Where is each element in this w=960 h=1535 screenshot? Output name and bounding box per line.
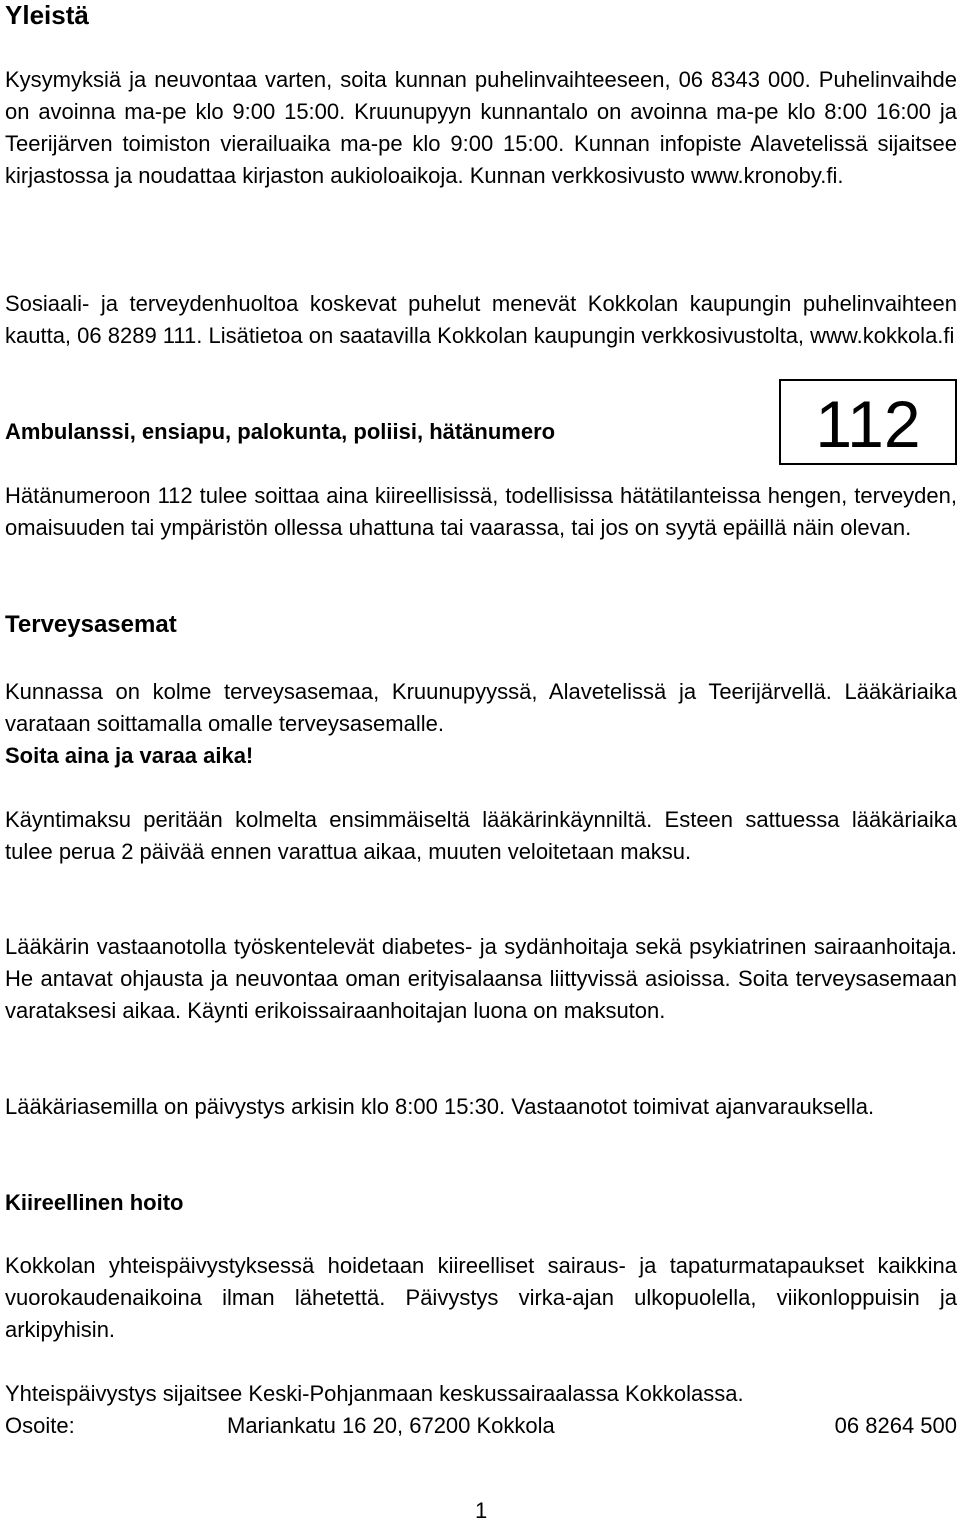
urgent-care-heading: Kiireellinen hoito [5,1190,184,1215]
health-stations-paragraph [5,676,957,772]
nurses-text: Lääkärin vastaanotolla työskentelevät diabetes- ja sydänhoitaja sekä psykiatrinen sairaanhoitaja. He antavat ohjausta ja neuvontaa oman erityisalaansa liittyvissä asioissa. Soita terveysasemaan varataksesi aikaa. Käynti erikoissairaanhoitajan luona on maksuton. [5,934,957,1023]
call-and-book-emphasis: Soita aina ja varaa aika! [5,743,254,768]
joint-emergency-text: Yhteispäivystys sijaitsee Keski-Pohjanmaan keskussairaalassa Kokkolassa. [5,1381,744,1406]
visit-fee-paragraph [5,804,957,868]
joint-emergency-paragraph [5,1378,957,1410]
address-phone: 06 8264 500 [834,1413,957,1438]
page-title: Yleistä [5,0,89,30]
emergency-number-box: 112 [779,379,957,465]
address-street: Mariankatu 16 20, 67200 Kokkola [227,1413,555,1438]
social-health-text: Sosiaali- ja terveydenhuoltoa koskevat puhelut menevät Kokkolan kaupungin puhelinvaihteen kautta, 06 8289 111. Lisätietoa on saatavilla Kokkolan kaupungin verkkosivustolta, www.kokkola.fi [5,291,957,348]
health-stations-text: Kunnassa on kolme terveysasemaa, Kruunupyyssä, Alavetelissä ja Teerijärvellä. Lääkäriaika varataan soittamalla omalle terveysasemalle. [5,679,957,736]
address-label: Osoite: [5,1413,75,1438]
duty-text: Lääkäriasemilla on päivystys arkisin klo 8:00 15:30. Vastaanotot toimivat ajanvarauksella. [5,1094,875,1119]
emergency-label: Ambulanssi, ensiapu, palokunta, poliisi, hätänumero [5,419,556,444]
emergency-text: Hätänumeroon 112 tulee soittaa aina kiireellisissä, todellisissa hätätilanteissa hengen, terveyden, omaisuuden tai ympäristön ollessa uhattuna tai vaarassa, tai jos on syytä epäillä näin olevan. [5,483,957,540]
general-info-paragraph [5,64,957,192]
emergency-paragraph [5,480,957,544]
visit-fee-text: Käyntimaksu peritään kolmelta ensimmäiseltä lääkärinkäynniltä. Esteen sattuessa lääkäriaika tulee perua 2 päivää ennen varattua aikaa, muuten veloitetaan maksu. [5,807,957,864]
emergency-row [5,387,957,461]
general-info-text: Kysymyksiä ja neuvontaa varten, soita kunnan puhelinvaihteeseen, 06 8343 000. Puhelinvaihde on avoinna ma-pe klo 9:00 15:00. Kruunupyyn kunnantalo on avoinna ma-pe klo 8:00 16:00 ja Teerijärven toimiston vierailuaika ma-pe klo 9:00 15:00. Kunnan infopiste Alavetelissä sijaitsee kirjastossa ja noudattaa kirjaston aukioloaikoja. Kunnan verkkosivusto www.kronoby.fi. [5,67,957,188]
urgent-care-paragraph [5,1250,957,1346]
nurses-paragraph [5,931,957,1027]
health-stations-heading: Terveysasemat [5,611,177,638]
page-number: 1 [475,1498,488,1523]
duty-paragraph [5,1091,957,1123]
social-health-paragraph [5,288,957,352]
urgent-care-text: Kokkolan yhteispäivystyksessä hoidetaan kiireelliset sairaus- ja tapaturmatapaukset kaikkina vuorokaudenaikoina ilman lähetettä. Päivystys virka-ajan ulkopuolella, viikonloppuisin ja arkipyhisin. [5,1253,957,1342]
address-row [5,1410,957,1442]
